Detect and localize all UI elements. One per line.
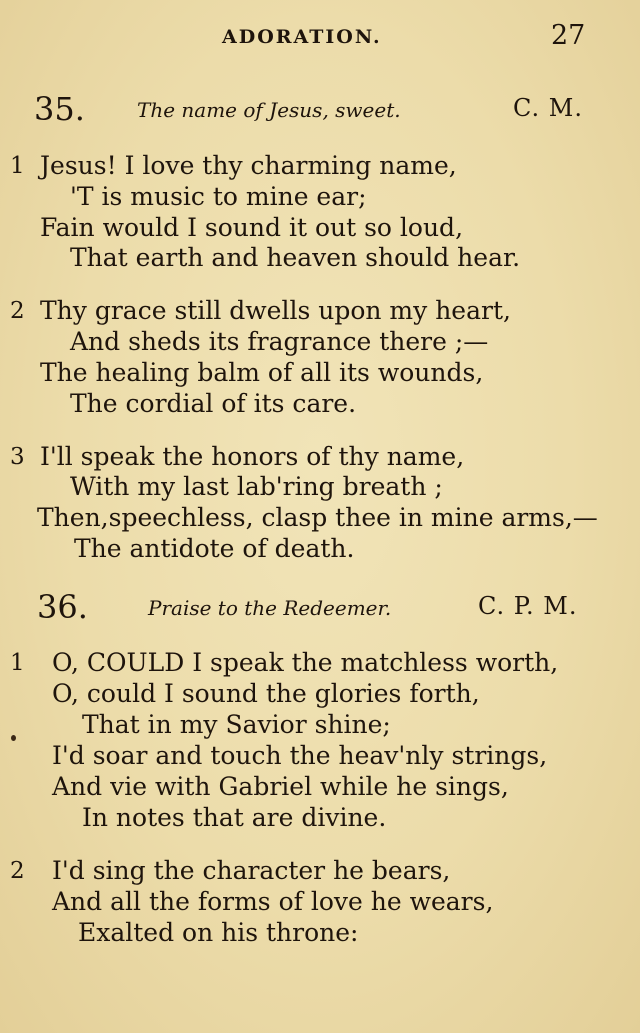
hymn-meter: C. P. M. xyxy=(478,592,578,620)
hymn-line: The cordial of its care. xyxy=(70,389,357,418)
running-head-title: ADORATION. xyxy=(222,26,382,48)
hymn-line: Then,speechless, clasp thee in mine arms,— xyxy=(37,503,598,532)
hymn-title: Praise to the Redeemer. xyxy=(148,596,392,620)
hymn-number: 35. xyxy=(34,90,85,128)
hymn-line: O, could I sound the glories forth, xyxy=(52,679,480,708)
hymn-header xyxy=(0,588,640,628)
hymn-line: And vie with Gabriel while he sings, xyxy=(52,772,509,801)
hymn-line: In notes that are divine. xyxy=(82,803,387,832)
hymn-number: 36. xyxy=(37,588,88,626)
hymn-line: That earth and heaven should hear. xyxy=(70,243,521,272)
hymn-line: O, COULD I speak the matchless worth, xyxy=(52,648,559,677)
hymn-line: I'd sing the character he bears, xyxy=(52,856,451,885)
stanza-number: 1 xyxy=(10,153,25,179)
stanza-number: 2 xyxy=(10,858,25,884)
ink-spot xyxy=(11,735,16,741)
hymn-line: I'll speak the honors of thy name, xyxy=(40,442,465,471)
hymn-line: And all the forms of love he wears, xyxy=(52,887,494,916)
page-number: 27 xyxy=(551,20,586,51)
hymn-line: The healing balm of all its wounds, xyxy=(40,358,484,387)
hymn-header xyxy=(0,90,640,130)
stanza-number: 1 xyxy=(10,650,25,676)
hymn-title: The name of Jesus, sweet. xyxy=(137,98,401,122)
hymn-line: With my last lab'ring breath ; xyxy=(70,472,443,501)
hymn-line: Jesus! I love thy charming name, xyxy=(40,151,457,180)
hymn-line: Thy grace still dwells upon my heart, xyxy=(40,296,511,325)
hymn-line: I'd soar and touch the heav'nly strings, xyxy=(52,741,548,770)
hymn-line: And sheds its fragrance there ;— xyxy=(70,327,489,356)
hymn-line: Fain would I sound it out so loud, xyxy=(40,213,464,242)
stanza-number: 3 xyxy=(10,444,25,470)
stanza-number: 2 xyxy=(10,298,25,324)
hymn-line: Exalted on his throne: xyxy=(78,918,359,947)
hymn-meter: C. M. xyxy=(513,94,583,122)
hymn-line: 'T is music to mine ear; xyxy=(70,182,367,211)
hymn-line: That in my Savior shine; xyxy=(82,710,391,739)
hymn-line: The antidote of death. xyxy=(74,534,355,563)
